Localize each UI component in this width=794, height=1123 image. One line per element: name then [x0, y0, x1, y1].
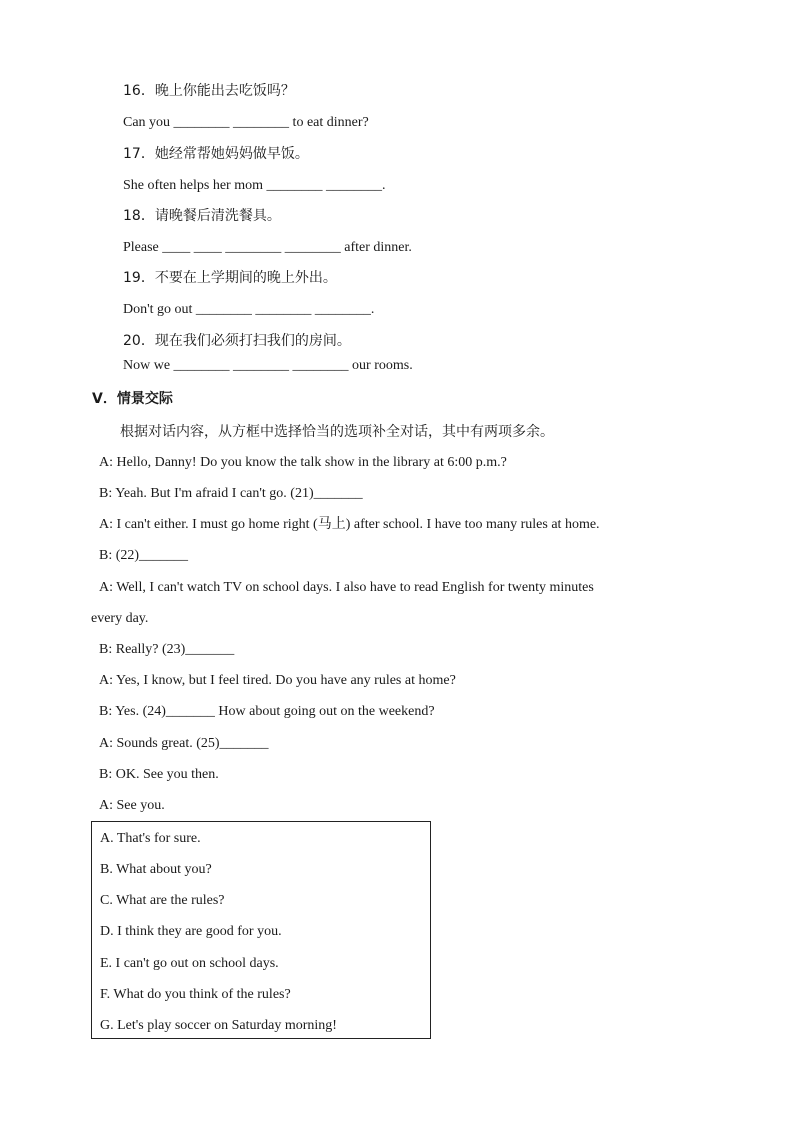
dialogue-line: every day. — [91, 611, 149, 626]
question-16-chinese: 16．晚上你能出去吃饭吗？ — [123, 83, 295, 99]
dialogue-line: A: See you. — [99, 798, 165, 813]
section-instruction: 根据对话内容，从方框中选择恰当的选项补全对话，其中有两项多余。 — [120, 424, 554, 440]
question-18-english: Please ____ ____ ________ ________ after dinner. — [123, 240, 412, 255]
dialogue-line: B: Yes. (24)_______ How about going out on the weekend? — [99, 704, 435, 719]
question-19-english: Don't go out ________ ________ ________. — [123, 302, 375, 317]
option-item: E. I can't go out on school days. — [100, 956, 279, 971]
dialogue-line: A: Well, I can't watch TV on school days. I also have to read English for twenty minutes — [99, 580, 594, 595]
question-18-chinese: 18．请晚餐后清洗餐具。 — [123, 208, 281, 224]
option-item: A. That's for sure. — [100, 831, 201, 846]
section-title: Ⅴ．情景交际 — [92, 391, 173, 407]
question-17-english: She often helps her mom ________ ________. — [123, 178, 386, 193]
option-item: C. What are the rules? — [100, 893, 225, 908]
options-box — [91, 821, 431, 1039]
dialogue-line: A: I can't either. I must go home right (马上) after school. I have too many rules at home. — [99, 517, 600, 532]
option-item: D. I think they are good for you. — [100, 924, 282, 939]
question-16-english: Can you ________ ________ to eat dinner? — [123, 115, 369, 130]
question-20-english: Now we ________ ________ ________ our rooms. — [123, 358, 413, 373]
dialogue-line: A: Yes, I know, but I feel tired. Do you have any rules at home? — [99, 673, 456, 688]
dialogue-line: B: (22)_______ — [99, 548, 189, 563]
dialogue-line: A: Sounds great. (25)_______ — [99, 736, 269, 751]
option-item: G. Let's play soccer on Saturday morning! — [100, 1018, 337, 1033]
dialogue-line: B: Really? (23)_______ — [99, 642, 235, 657]
question-20-chinese: 20．现在我们必须打扫我们的房间。 — [123, 333, 351, 349]
dialogue-line: B: OK. See you then. — [99, 767, 219, 782]
dialogue-line: A: Hello, Danny! Do you know the talk show in the library at 6:00 p.m.? — [99, 455, 507, 470]
option-item: B. What about you? — [100, 862, 212, 877]
dialogue-line: B: Yeah. But I'm afraid I can't go. (21)_______ — [99, 486, 363, 501]
question-17-chinese: 17．她经常帮她妈妈做早饭。 — [123, 146, 309, 162]
option-item: F. What do you think of the rules? — [100, 987, 291, 1002]
question-19-chinese: 19．不要在上学期间的晚上外出。 — [123, 270, 337, 286]
